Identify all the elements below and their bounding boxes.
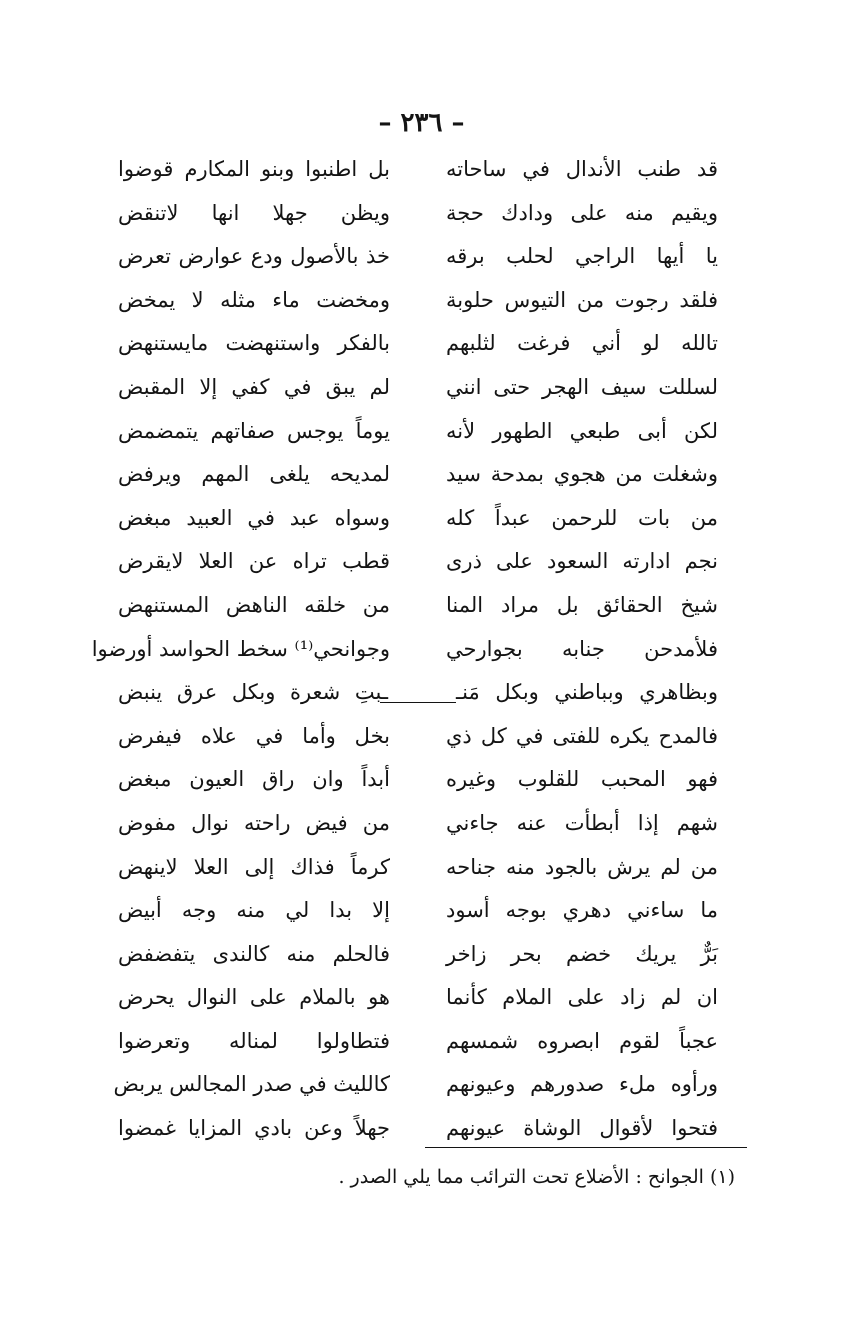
verse-second-hemistich: خذ بالأصول ودع عوارض تعرض (118, 244, 390, 269)
verse (118, 933, 718, 977)
verse-second-hemistich: كالليث في صدر المجالس يربض (113, 1072, 390, 1097)
verse-first-hemistich: فالمدح يكره للفتى في كل ذي (446, 723, 718, 748)
verse-second-hemistich: ـبتِ شعرة وبكل عرق ينبض (118, 680, 388, 705)
verse-second-hemistich: وسواه عبد في العبيد مبغض (118, 505, 390, 530)
verse-second-hemistich: هو بالملام على النوال يحرض (118, 985, 390, 1010)
verse-first-hemistich: فهو المحبب للقلوب وغيره (446, 767, 718, 792)
verse-first-hemistich: قد طنب الأندال في ساحاته (446, 157, 718, 181)
verse-second-hemistich: لمديحه يلغى المهم ويرفض (118, 462, 390, 487)
verse-second-hemistich: أبداً وان راق العيون مبغض (118, 767, 390, 792)
verse-second-hemistich: من خلقه الناهض المستنهض (118, 592, 390, 617)
verse (118, 715, 718, 759)
verse (118, 192, 718, 236)
verse-first-hemistich: بَرٌّ يريك خضم بحر زاخر (446, 941, 718, 966)
verse (118, 1107, 718, 1151)
verse-joined (118, 671, 718, 715)
verse (118, 1020, 718, 1064)
verse-first-hemistich: ان لم زاد على الملام كأنما (446, 985, 718, 1010)
verse (118, 802, 718, 846)
footnote-divider (425, 1147, 747, 1148)
verse-first-hemistich: وبظاهري وبباطني وبكل مَنـ (456, 680, 718, 705)
verse-first-hemistich: لكن أبى طبعي الطهور لأنه (446, 418, 718, 443)
verse-first-hemistich: ورأوه ملء صدورهم وعيونهم (446, 1072, 718, 1097)
verse (118, 410, 718, 454)
verse-second-hemistich: فتطاولوا لمناله وتعرضوا (118, 1028, 390, 1053)
verse (118, 453, 718, 497)
verse-second-hemistich: ومخضت ماء مثله لا يمخض (118, 287, 390, 312)
verse (113, 1063, 718, 1107)
verse-first-hemistich: ما ساءني دهري بوجه أسود (446, 898, 718, 923)
page-number: – ٢٣٦ – (378, 108, 465, 138)
verse (118, 758, 718, 802)
verse-first-hemistich: عجباً لقوم ابصروه شمسهم (446, 1028, 718, 1053)
verse-second-hemistich: بالفكر واستنهضت مايستنهض (118, 331, 390, 356)
verse-first-hemistich: تالله لو أني فرغت لثلبهم (446, 331, 718, 356)
verse (118, 322, 718, 366)
verse (118, 584, 718, 628)
footnote: (١) الجوانح : الأضلاع تحت الترائب مما يلي الصدر . (338, 1166, 735, 1188)
poem (91, 148, 718, 1151)
verse (118, 235, 718, 279)
verse (118, 976, 718, 1020)
verse-first-hemistich: فلقد رجوت من التيوس حلوبة (446, 287, 718, 312)
verse-second-hemistich: فالحلم منه كالندى يتفضفض (118, 941, 390, 966)
verse-first-hemistich: فلأمدحن جنابه بجوارحي (446, 636, 718, 661)
verse-second-hemistich: ويظن جهلا انها لاتنقض (118, 200, 390, 225)
verse-second-hemistich: بخل وأما في علاه فيفرض (118, 723, 390, 748)
verse-first-hemistich: شهم إذا أبطأت عنه جاءني (446, 810, 718, 835)
verse-second-hemistich: من فيض راحته نوال مفوض (118, 810, 390, 835)
verse (118, 497, 718, 541)
verse-first-hemistich: نجم ادارته السعود على ذرى (446, 549, 718, 574)
verse (118, 148, 718, 192)
tatweel-connector (380, 659, 456, 703)
verse-first-hemistich: من لم يرش بالجود منه جناحه (446, 854, 718, 879)
verse (118, 889, 718, 933)
verse-first-hemistich: شيخ الحقائق بل مراد المنا (446, 592, 718, 617)
verse-second-hemistich: إلا بدا لي منه وجه أبيض (118, 898, 390, 923)
verse-second-hemistich: بل اطنبوا وبنو المكارم قوضوا (118, 157, 390, 181)
verse-first-hemistich: ويقيم منه على ودادك حجة (446, 200, 718, 225)
verse-second-hemistich: جهلاً وعن بادي المزايا غمضوا (118, 1116, 390, 1141)
verse (118, 279, 718, 323)
verse-second-hemistich: يوماً يوجس صفاتهم يتمضمض (118, 418, 390, 443)
verse (118, 366, 718, 410)
verse-first-hemistich: وشغلت من هجوي بمدحة سيد (446, 462, 718, 487)
verse-first-hemistich: لسللت سيف الهجر حتى انني (446, 374, 718, 399)
verse (118, 540, 718, 584)
verse-first-hemistich: فتحوا لأقوال الوشاة عيونهم (446, 1116, 718, 1141)
verse-second-hemistich: كرماً فذاك إلى العلا لاينهض (118, 854, 390, 879)
verse-second-hemistich: قطب تراه عن العلا لايقرض (118, 549, 390, 574)
verse (118, 846, 718, 890)
verse-second-hemistich: لم يبق في كفي إلا المقبض (118, 374, 390, 399)
verse-second-hemistich: وجوانحي⁽¹⁾ سخط الحواسد أورضوا (91, 636, 390, 661)
verse-first-hemistich: يا أيها الراجي لحلب برقه (446, 244, 718, 269)
verse-first-hemistich: من بات للرحمن عبداً كله (446, 505, 718, 530)
